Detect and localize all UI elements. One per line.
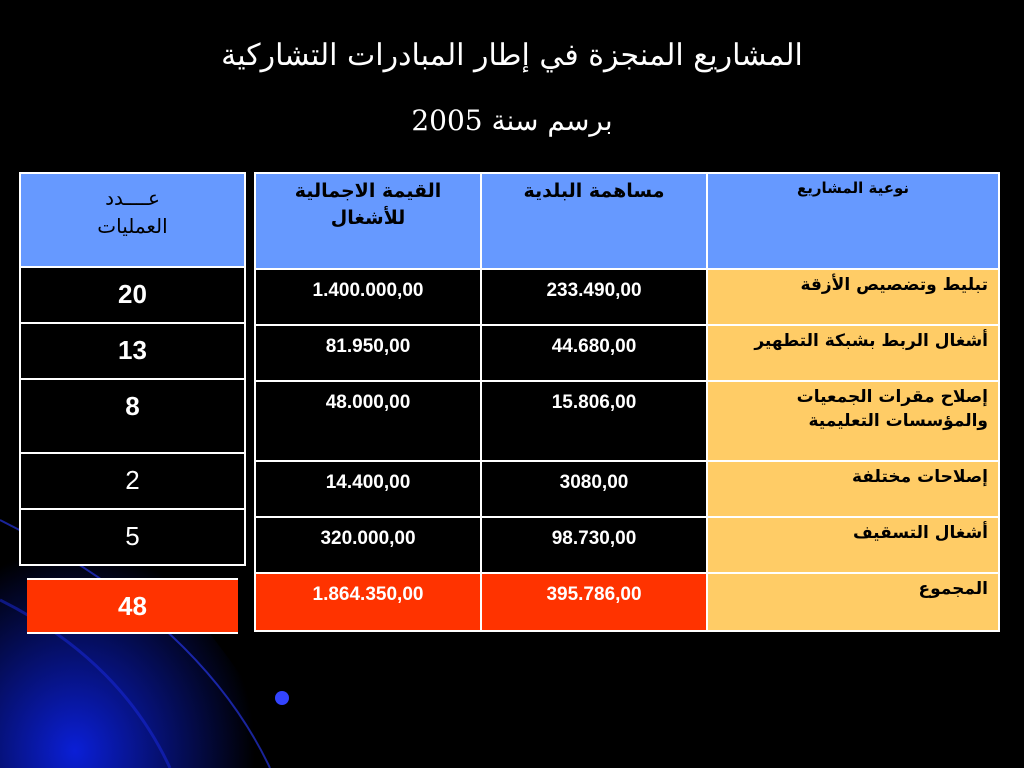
contribution-cell: 15.806,00 <box>481 381 707 461</box>
header-municipal-contribution: مساهمة البلدية <box>481 173 707 269</box>
table-header-row <box>255 173 999 269</box>
header-total-value <box>255 173 481 269</box>
total-cell: 1.400.000,00 <box>255 269 481 325</box>
sum-total-cell: 1.864.350,00 <box>255 573 481 631</box>
sum-row <box>255 573 999 631</box>
header-project-type: نوعية المشاريع <box>707 173 999 269</box>
count-cell: 2 <box>20 453 245 509</box>
project-type-cell <box>707 269 999 325</box>
project-type-cell <box>707 461 999 517</box>
total-cell: 81.950,00 <box>255 325 481 381</box>
project-type-line: تبليط وتضصيص الأزقة <box>800 275 988 295</box>
project-type-line: أشغال الربط بشبكة التطهير <box>754 331 988 351</box>
count-cell: 5 <box>20 509 245 565</box>
sum-contribution-cell: 395.786,00 <box>481 573 707 631</box>
project-type-line: إصلاحات مختلفة <box>852 467 988 487</box>
count-cell: 20 <box>20 267 245 323</box>
page-subtitle: برسم سنة 2005 <box>411 104 613 137</box>
total-cell: 48.000,00 <box>255 381 481 461</box>
table-row <box>255 325 999 381</box>
table-row <box>255 381 999 461</box>
header-total-value-line1: القيمة الاجمالية <box>294 180 442 202</box>
count-header-line1: عــــدد <box>105 186 160 210</box>
project-type-cell <box>707 517 999 573</box>
table-row <box>255 517 999 573</box>
project-type-line: والمؤسسات التعليمية <box>808 410 988 431</box>
count-cell: 8 <box>20 379 245 453</box>
contribution-cell: 3080,00 <box>481 461 707 517</box>
count-header-line2: العمليات <box>97 214 168 238</box>
sum-label-cell: المجموع <box>707 573 999 631</box>
operations-count-table <box>19 172 246 566</box>
project-type-line: أشغال التسقيف <box>852 523 988 543</box>
contribution-cell: 98.730,00 <box>481 517 707 573</box>
project-type-cell <box>707 325 999 381</box>
table-row <box>255 269 999 325</box>
contribution-cell: 233.490,00 <box>481 269 707 325</box>
projects-table <box>254 172 1000 632</box>
operations-total: 48 <box>27 578 238 634</box>
page-title: المشاريع المنجزة في إطار المبادرات التشاركية <box>221 38 803 73</box>
total-cell: 320.000,00 <box>255 517 481 573</box>
project-type-line: إصلاح مقرات الجمعيات <box>796 387 988 407</box>
table-row <box>255 461 999 517</box>
project-type-cell <box>707 381 999 461</box>
count-cell: 13 <box>20 323 245 379</box>
count-header <box>20 173 245 267</box>
header-total-value-line2: للأشغال <box>330 206 406 229</box>
contribution-cell: 44.680,00 <box>481 325 707 381</box>
total-cell: 14.400,00 <box>255 461 481 517</box>
